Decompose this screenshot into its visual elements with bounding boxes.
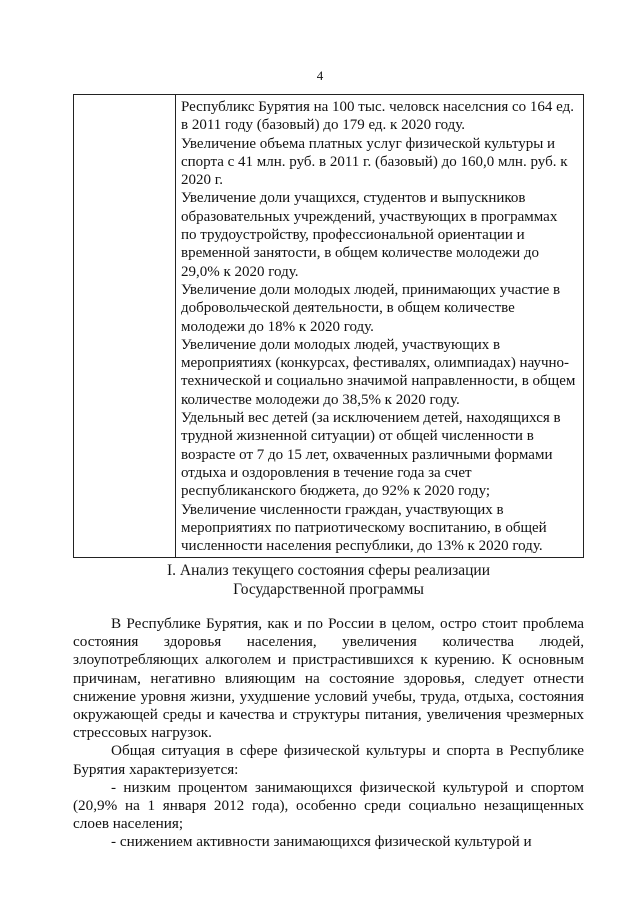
- indicator-line: технической и социально значимой направленности, в общем: [181, 373, 576, 390]
- indicator-lines: [181, 98, 577, 555]
- indicator-line: спорта с 41 млн. руб. в 2011 г. (базовый) до 160,0 млн. руб. к: [181, 153, 568, 170]
- indicator-line: в 2011 году (базовый) до 179 ед. к 2020 году.: [181, 117, 466, 134]
- indicator-line: Увеличение доли учащихся, студентов и выпускников: [181, 190, 526, 207]
- indicator-line: Республикс Бурятия на 100 тыс. человск населсния со 164 ед.: [181, 99, 575, 115]
- page-number: 4: [316, 68, 324, 83]
- section-heading-line1: I. Анализ текущего состояния сферы реализации: [167, 562, 490, 579]
- section-heading: [73, 561, 584, 599]
- indicator-line: 2020 г.: [181, 172, 223, 189]
- indicator-line: Увеличение объема платных услуг физической культуры и: [181, 135, 556, 152]
- paragraph: В Республике Бурятия, как и по России в целом, остро стоит проблема состояния здоровья населения, увеличения количества людей, злоупотребляющих алкоголем и пристрастившихся к курению. К основным причинам, негативно влияющим на состояние здоровья, следует отнести снижение уровня жизни, ухудшение условий учебы, труда, отдыха, состояния окружающей среды и качества и структуры питания, увеличения чрезмерных стрессовых нагрузок.: [73, 615, 584, 742]
- paragraph: Общая ситуация в сфере физической культуры и спорта в Республике Бурятия характеризуется:: [73, 742, 584, 778]
- indicator-line: численности населения республики, до 13% к 2020 году.: [181, 538, 543, 555]
- indicators-table: [73, 94, 584, 558]
- indicator-line: образовательных учреждений, участвующих в программах: [181, 208, 558, 225]
- indicator-line: добровольческой деятельности, в общем количестве: [181, 300, 515, 317]
- indicator-line: по трудоустройству, профессиональной ориентации и: [181, 227, 525, 244]
- indicator-line: мероприятиях (конкурсах, фестивалях, олимпиадах) научно-: [181, 355, 570, 372]
- indicator-line: возрасте от 7 до 15 лет, охваченных различными формами: [181, 446, 553, 463]
- indicator-line: временной занятости, в общем количестве молодежи до: [181, 245, 540, 262]
- indicator-line: Увеличение доли молодых людей, участвующих в: [181, 336, 501, 353]
- body-text: [73, 615, 584, 852]
- indicator-line: отдыха и оздоровления в течение года за счет: [181, 464, 472, 481]
- indicator-line: трудной жизненной ситуации) от общей численности в: [181, 428, 534, 445]
- indicator-line: молодежи до 18% к 2020 году.: [181, 318, 374, 335]
- indicator-line: 29,0% к 2020 году.: [181, 263, 299, 280]
- indicator-line: количестве молодежи до 38,5% к 2020 году.: [181, 391, 460, 408]
- section-heading-line2: Государственной программы: [233, 581, 424, 598]
- table-row: [74, 95, 584, 558]
- indicator-line: Увеличение доли молодых людей, принимающих участие в: [181, 281, 561, 298]
- indicator-line: Увеличение численности граждан, участвующих в: [181, 501, 504, 518]
- indicator-line: мероприятиях по патриотическому воспитанию, в общей: [181, 519, 547, 536]
- paragraph: - низким процентом занимающихся физической культурой и спортом (20,9% на 1 января 2012 года), особенно среди социально незащищенных слоев населения;: [73, 778, 584, 833]
- paragraph: - снижением активности занимающихся физической культурой и: [111, 833, 532, 851]
- indicator-line: Удельный вес детей (за исключением детей, находящихся в: [181, 410, 561, 427]
- indicator-line: республиканского бюджета, до 92% к 2020 году;: [181, 483, 491, 500]
- table-left-cell: [74, 95, 176, 558]
- table-right-cell: [176, 95, 584, 558]
